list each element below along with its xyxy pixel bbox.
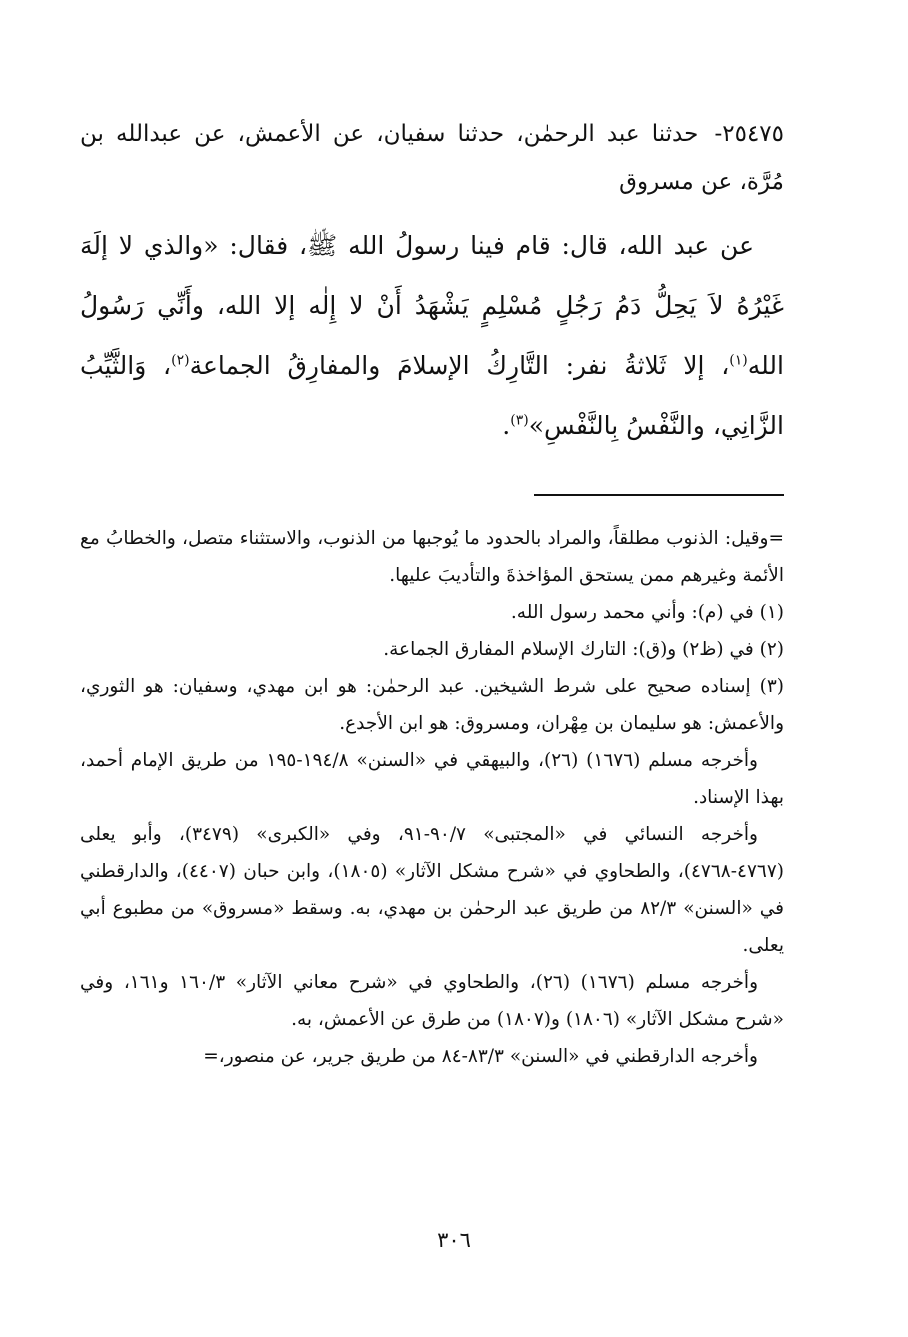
footnote-3-takhrij-3: وأخرجه مسلم (١٦٧٦) (٢٦)، والطحاوي في «شرح معاني الآثار» ١٦٠/٣ و١٦١، وفي «شرح مشكل الآثار» (١٨٠٦) و(١٨٠٧) من طرق عن الأعمش، به. (80, 972, 784, 1030)
page-body (80, 110, 784, 1075)
matn-text-part1: عن عبد الله، قال: قام فينا رسولُ الله ﷺ، فقال: «والذي لا إلَهَ غَيْرُهُ لاَ يَحِلُّ دَمُ رَجُلٍ مُسْلِمٍ يَشْهَدُ أَنْ لا إِلٰه إلا الله، وأَنِّي رَسُولُ الله (80, 231, 784, 380)
isnad-text: حدثنا عبد الرحمٰن، حدثنا سفيان، عن الأعمش، عن عبدالله بن مُرَّة، عن مسروق (80, 121, 784, 195)
footnote-divider (534, 494, 784, 496)
footnote-marker-2: (٢) (171, 352, 190, 369)
matn-text-part3: ، وَالثَّيِّبُ الزَّانِي، والنَّفْسُ بِالنَّفْسِ» (80, 351, 784, 440)
footnote-marker-3: (٣) (510, 412, 529, 429)
footnote-1: (١) في (م): وأني محمد رسول الله. (510, 602, 784, 623)
footnote-marker-1: (١) (729, 352, 748, 369)
matn-text-part2: ، إلا ثَلاثةُ نفر: التَّارِكُ الإسلامَ والمفارِقُ الجماعة (189, 351, 730, 380)
footnote-2: (٢) في (ظ٢) و(ق): التارك الإسلام المفارق الجماعة. (383, 639, 784, 660)
matn-end: . (502, 411, 511, 440)
hadith-number: ٢٥٤٧٥- (714, 121, 785, 147)
footnote-3-takhrij-4: وأخرجه الدارقطني في «السنن» ٨٣/٣-٨٤ من طريق جرير، عن منصور،= (203, 1046, 758, 1067)
footnote-3: (٣) إسناده صحيح على شرط الشيخين. عبد الرحمٰن: هو ابن مهدي، وسفيان: هو الثوري، والأعمش: هو سليمان بن مِهْران، ومسروق: هو ابن الأجدع. (80, 676, 784, 734)
footnote-continuation: =وقيل: الذنوب مطلقاً، والمراد بالحدود ما يُوجبها من الذنوب، والاستثناء متصل، والخطابُ مع الأئمة وغيرهم ممن يستحق المؤاخذةَ والتأديبَ عليها. (80, 528, 784, 586)
page-number: ٣٠٦ (437, 1228, 471, 1252)
hadith-isnad (80, 110, 784, 206)
footnote-3-takhrij-1: وأخرجه مسلم (١٦٧٦) (٢٦)، والبيهقي في «السنن» ١٩٤/٨-١٩٥ من طريق الإمام أحمد، بهذا الإسناد. (80, 750, 784, 808)
footnotes (80, 520, 784, 1075)
hadith-matn (80, 216, 784, 456)
footnote-3-takhrij-2: وأخرجه النسائي في «المجتبى» ٩٠/٧-٩١، وفي «الكبرى» (٣٤٧٩)، وأبو يعلى (٤٧٦٧-٤٧٦٨)، والطحاوي في «شرح مشكل الآثار» (١٨٠٥)، وابن حبان (٤٤٠٧)، والدارقطني في «السنن» ٨٢/٣ من طريق عبد الرحمٰن بن مهدي، به. وسقط «مسروق» من مطبوع أبي يعلى. (80, 824, 784, 956)
